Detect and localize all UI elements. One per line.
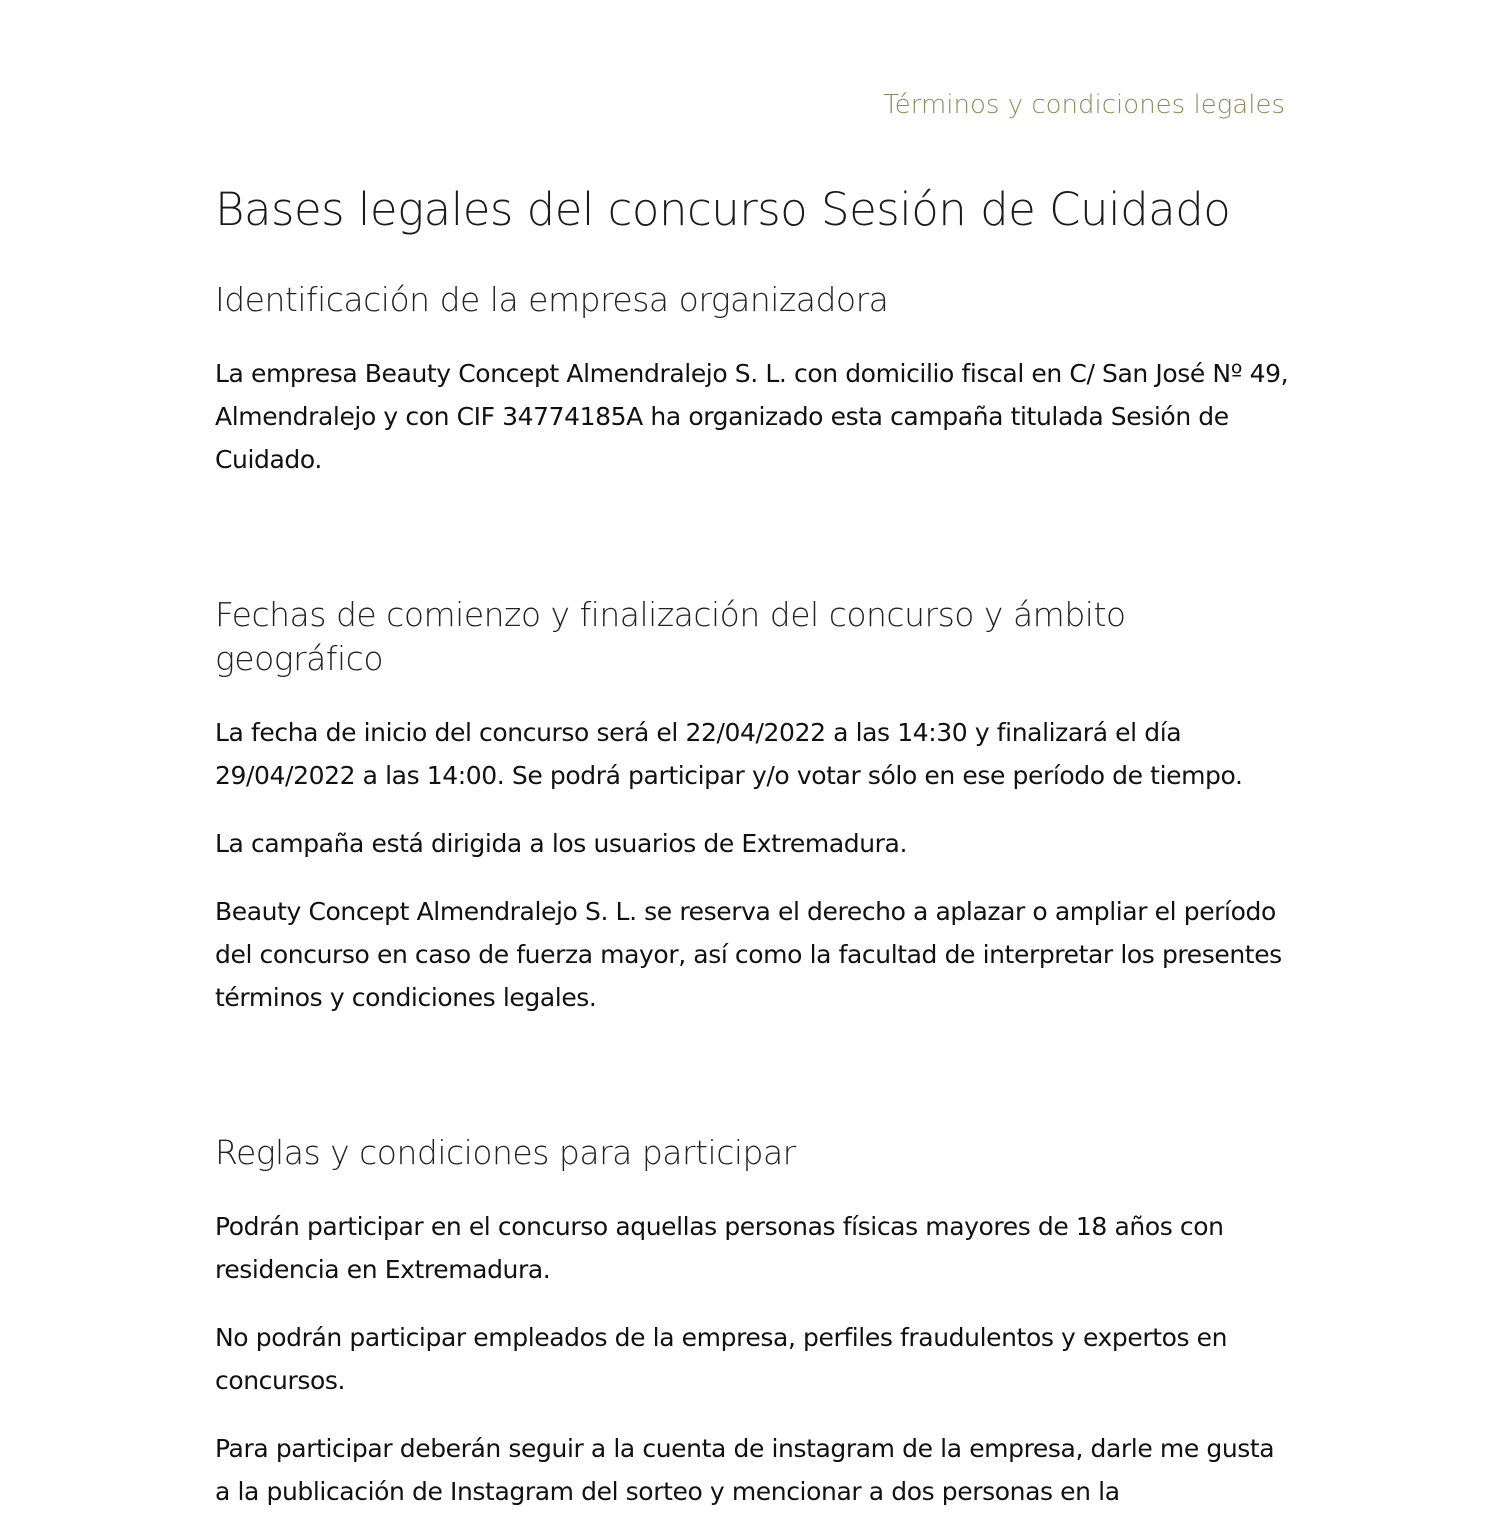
section-heading-organizer: Identificación de la empresa organizadora (215, 280, 889, 319)
paragraph-organizer: La empresa Beauty Concept Almendralejo S. L. con domicilio fiscal en C/ San José Nº 49, Almendralejo y con CIF 34774185A ha organizado esta campaña titulada Sesión de Cuidado. (215, 359, 1289, 474)
section-heading-dates: Fechas de comienzo y finalización del concurso y ámbito geográfico (215, 595, 1126, 678)
page-header-title: Términos y condiciones legales (883, 90, 1285, 120)
paragraph-eligibility: Podrán participar en el concurso aquellas personas físicas mayores de 18 años con residencia en Extremadura. (215, 1212, 1224, 1284)
paragraph-reserve-right: Beauty Concept Almendralejo S. L. se reserva el derecho a aplazar o ampliar el período del concurso en caso de fuerza mayor, así como la facultad de interpretar los presentes términos y condiciones legales. (215, 897, 1282, 1012)
paragraph-dates: La fecha de inicio del concurso será el 22/04/2022 a las 14:30 y finalizará el día 29/04/2022 a las 14:00. Se podrá participar y/o votar sólo en ese período de tiempo. (215, 718, 1243, 790)
document-body (215, 180, 1290, 1513)
section-heading-rules: Reglas y condiciones para participar (215, 1133, 796, 1172)
paragraph-participation: Para participar deberán seguir a la cuenta de instagram de la empresa, darle me gusta a la publicación de Instagram del sorteo y mencionar a dos personas en la (215, 1434, 1275, 1506)
document-title: Bases legales del concurso Sesión de Cuidado (215, 183, 1231, 236)
paragraph-exclusions: No podrán participar empleados de la empresa, perfiles fraudulentos y expertos en concursos. (215, 1323, 1228, 1395)
paragraph-scope: La campaña está dirigida a los usuarios de Extremadura. (215, 829, 908, 858)
